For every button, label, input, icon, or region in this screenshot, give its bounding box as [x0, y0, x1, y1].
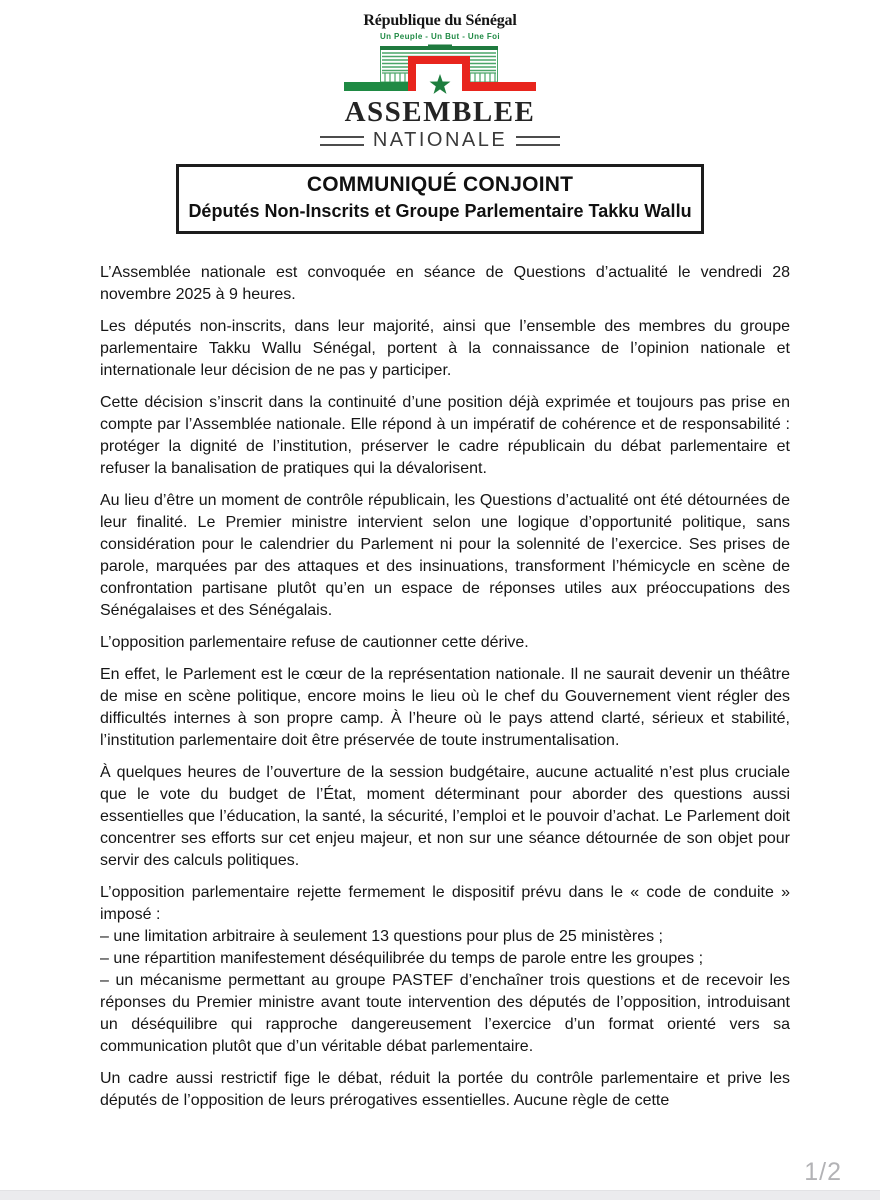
paragraph: Cette décision s’inscrit dans la continuité d’une position déjà exprimée et toujours pas prise en compte par l’Assemblée nationale. Elle répond à un impératif de cohérence et de responsabilité : protéger la dignité de l’institution, préserver le cadre républicain du débat parlementaire et refuser la banalisation de pratiques qui la dévalorisent.: [100, 394, 790, 478]
org-name-line1: ASSEMBLEE: [344, 96, 536, 128]
viewer-bottom-strip: [0, 1190, 880, 1200]
paragraph: L’opposition parlementaire rejette fermement le dispositif prévu dans le « code de conduite » imposé :: [100, 884, 790, 924]
republic-title: République du Sénégal: [363, 12, 517, 29]
paragraph: – une répartition manifestement déséquilibrée du temps de parole entre les groupes ;: [100, 950, 704, 968]
paragraph: L’Assemblée nationale est convoquée en séance de Questions d’actualité le vendredi 28 novembre 2025 à 9 heures.: [100, 264, 790, 304]
left-double-rule: [320, 136, 364, 146]
paragraph: L’opposition parlementaire refuse de cautionner cette dérive.: [100, 634, 529, 652]
communique-title: COMMUNIQUÉ CONJOINT: [306, 173, 574, 197]
national-motto: Un Peuple - Un But - Une Foi: [379, 32, 501, 41]
paragraph: Au lieu d’être un moment de contrôle républicain, les Questions d’actualité ont été détournées de leur finalité. Le Premier ministre intervient selon une logique d’opportunité politique, sans considération pour le calendrier du Parlement ni pour la solennité de l’exercice. Ses prises de parole, marquées par des attaques et des insinuations, transforment l’hémicycle en scène de confrontation partisane plutôt qu’en un espace de réponses utiles aux préoccupations des Sénégalaises et des Sénégalais.: [100, 492, 790, 620]
paragraph: – un mécanisme permettant au groupe PASTEF d’enchaîner trois questions et de recevoir les réponses du Premier ministre avant toute intervention des députés de l’opposition, introduisant un déséquilibre qui rapproche dangereusement l’exercice d’un format orienté vers sa communication plutôt que d’un véritable débat parlementaire.: [100, 972, 790, 1056]
assembly-building-logo-icon: [344, 44, 536, 96]
letterhead: [0, 0, 880, 152]
paragraph: À quelques heures de l’ouverture de la session budgétaire, aucune actualité n’est plus cruciale que le vote du budget de l’État, moment déterminant pour aborder des questions aussi essentielles que l’éducation, la santé, la sécurité, l’emploi et le pouvoir d’achat. Le Parlement doit concentrer ses efforts sur cet enjeu majeur, et non sur une séance détournée de son objet pour servir des calculs politiques.: [100, 764, 790, 870]
right-double-rule: [516, 136, 560, 146]
communique-title-box: [176, 164, 704, 234]
document-body: [100, 262, 790, 1112]
paragraph: Les députés non-inscrits, dans leur majorité, ainsi que l’ensemble des membres du groupe parlementaire Takku Wallu Sénégal, portent à la connaissance de l’opinion nationale et internationale leur décision de ne pas y participer.: [100, 318, 790, 380]
paragraph: En effet, le Parlement est le cœur de la représentation nationale. Il ne saurait devenir un théâtre de mise en scène politique, encore moins le lieu où le chef du Gouvernement vient régler des difficultés internes à son propre camp. À l’heure où le pays attend clarté, sérieux et stabilité, l’institution parlementaire doit être préservée de toute instrumentalisation.: [100, 666, 790, 750]
page-indicator: 1/2: [804, 1158, 842, 1186]
communique-subtitle: Députés Non-Inscrits et Groupe Parlementaire Takku Wallu: [188, 201, 692, 222]
paragraph: – une limitation arbitraire à seulement 13 questions pour plus de 25 ministères ;: [100, 928, 663, 946]
org-name-line2: NATIONALE: [372, 129, 508, 152]
paragraph: Un cadre aussi restrictif fige le débat, réduit la portée du contrôle parlementaire et prive les députés de l’opposition de leurs prérogatives essentielles. Aucune règle de cette: [100, 1070, 790, 1110]
